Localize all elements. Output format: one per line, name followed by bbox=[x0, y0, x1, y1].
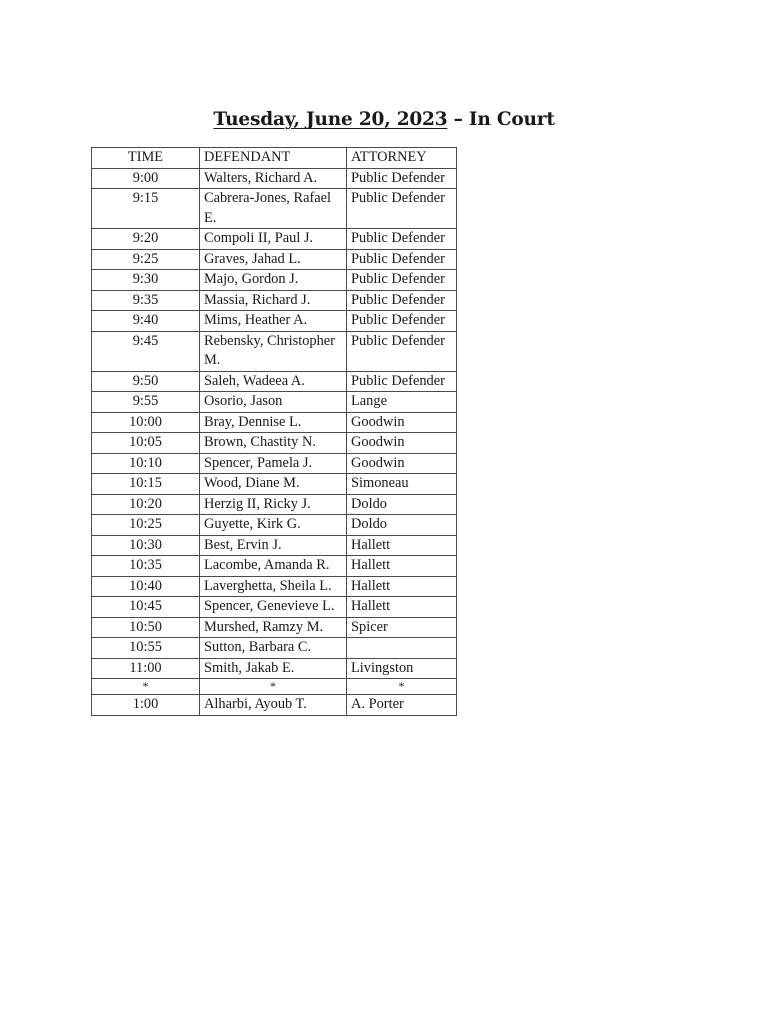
table-body bbox=[92, 168, 457, 715]
table-row bbox=[92, 311, 457, 332]
table-row bbox=[92, 433, 457, 454]
table-row bbox=[92, 249, 457, 270]
table-row bbox=[92, 392, 457, 413]
time-cell: 10:50 bbox=[92, 617, 200, 638]
defendant-cell: Guyette, Kirk G. bbox=[200, 515, 347, 536]
time-cell: 10:25 bbox=[92, 515, 200, 536]
defendant-cell: Mims, Heather A. bbox=[200, 311, 347, 332]
time-cell: 9:15 bbox=[92, 189, 200, 229]
time-cell: 9:25 bbox=[92, 249, 200, 270]
defendant-cell: Wood, Diane M. bbox=[200, 474, 347, 495]
attorney-cell: Public Defender bbox=[347, 290, 457, 311]
table-row bbox=[92, 412, 457, 433]
defendant-cell: Murshed, Ramzy M. bbox=[200, 617, 347, 638]
defendant-cell: Bray, Dennise L. bbox=[200, 412, 347, 433]
court-schedule-table bbox=[91, 147, 457, 716]
attorney-cell: Goodwin bbox=[347, 453, 457, 474]
time-cell: 10:15 bbox=[92, 474, 200, 495]
attorney-cell: Doldo bbox=[347, 494, 457, 515]
table-row bbox=[92, 290, 457, 311]
attorney-cell: Lange bbox=[347, 392, 457, 413]
defendant-cell: Smith, Jakab E. bbox=[200, 658, 347, 679]
page-title bbox=[0, 109, 768, 130]
table-row bbox=[92, 494, 457, 515]
table-row bbox=[92, 515, 457, 536]
attorney-cell: Hallett bbox=[347, 556, 457, 577]
attorney-cell: Public Defender bbox=[347, 168, 457, 189]
time-cell: 9:35 bbox=[92, 290, 200, 311]
defendant-cell: Best, Ervin J. bbox=[200, 535, 347, 556]
header-attorney: ATTORNEY bbox=[347, 148, 457, 169]
time-cell: 10:10 bbox=[92, 453, 200, 474]
attorney-cell: Public Defender bbox=[347, 270, 457, 291]
defendant-cell: Cabrera-Jones, Rafael E. bbox=[200, 189, 347, 229]
table-row bbox=[92, 695, 457, 716]
time-cell: 9:30 bbox=[92, 270, 200, 291]
table-row bbox=[92, 576, 457, 597]
time-cell: 9:40 bbox=[92, 311, 200, 332]
attorney-cell: Hallett bbox=[347, 597, 457, 618]
title-rest: – In Court bbox=[447, 109, 555, 131]
attorney-cell: Hallett bbox=[347, 535, 457, 556]
time-cell: 9:55 bbox=[92, 392, 200, 413]
defendant-cell: Herzig II, Ricky J. bbox=[200, 494, 347, 515]
defendant-cell: Brown, Chastity N. bbox=[200, 433, 347, 454]
defendant-cell: Spencer, Pamela J. bbox=[200, 453, 347, 474]
table-row bbox=[92, 658, 457, 679]
defendant-cell: Sutton, Barbara C. bbox=[200, 638, 347, 659]
time-cell: 9:00 bbox=[92, 168, 200, 189]
attorney-cell: Spicer bbox=[347, 617, 457, 638]
defendant-cell: Walters, Richard A. bbox=[200, 168, 347, 189]
time-cell: 10:00 bbox=[92, 412, 200, 433]
time-cell: 10:05 bbox=[92, 433, 200, 454]
time-cell: 9:20 bbox=[92, 229, 200, 250]
attorney-cell: Livingston bbox=[347, 658, 457, 679]
defendant-cell: Rebensky, Christopher M. bbox=[200, 331, 347, 371]
time-cell: 10:35 bbox=[92, 556, 200, 577]
table-row bbox=[92, 535, 457, 556]
time-cell: 10:20 bbox=[92, 494, 200, 515]
defendant-cell: Compoli II, Paul J. bbox=[200, 229, 347, 250]
attorney-cell: Public Defender bbox=[347, 249, 457, 270]
time-cell: 10:55 bbox=[92, 638, 200, 659]
time-cell: 10:40 bbox=[92, 576, 200, 597]
defendant-cell: Massia, Richard J. bbox=[200, 290, 347, 311]
attorney-cell: Public Defender bbox=[347, 189, 457, 229]
attorney-cell: Public Defender bbox=[347, 311, 457, 332]
title-date: Tuesday, June 20, 2023 bbox=[213, 109, 448, 131]
attorney-cell: A. Porter bbox=[347, 695, 457, 716]
table-row bbox=[92, 168, 457, 189]
table-row bbox=[92, 638, 457, 659]
attorney-cell: Public Defender bbox=[347, 331, 457, 371]
attorney-cell: Hallett bbox=[347, 576, 457, 597]
time-cell: 10:45 bbox=[92, 597, 200, 618]
attorney-cell: Goodwin bbox=[347, 412, 457, 433]
attorney-cell: Simoneau bbox=[347, 474, 457, 495]
table-row bbox=[92, 556, 457, 577]
header-time: TIME bbox=[92, 148, 200, 169]
defendant-cell: Lacombe, Amanda R. bbox=[200, 556, 347, 577]
table-row bbox=[92, 453, 457, 474]
time-cell: 11:00 bbox=[92, 658, 200, 679]
attorney-cell: Goodwin bbox=[347, 433, 457, 454]
defendant-cell: Alharbi, Ayoub T. bbox=[200, 695, 347, 716]
table-row bbox=[92, 679, 457, 695]
time-cell: 9:50 bbox=[92, 371, 200, 392]
attorney-cell: Doldo bbox=[347, 515, 457, 536]
table-row bbox=[92, 474, 457, 495]
defendant-cell: * bbox=[200, 679, 347, 695]
defendant-cell: Graves, Jahad L. bbox=[200, 249, 347, 270]
table-row bbox=[92, 270, 457, 291]
table-row bbox=[92, 189, 457, 229]
attorney-cell: Public Defender bbox=[347, 371, 457, 392]
defendant-cell: Laverghetta, Sheila L. bbox=[200, 576, 347, 597]
defendant-cell: Saleh, Wadeea A. bbox=[200, 371, 347, 392]
table-header-row bbox=[92, 148, 457, 169]
attorney-cell: Public Defender bbox=[347, 229, 457, 250]
table-row bbox=[92, 371, 457, 392]
time-cell: 10:30 bbox=[92, 535, 200, 556]
defendant-cell: Spencer, Genevieve L. bbox=[200, 597, 347, 618]
time-cell: * bbox=[92, 679, 200, 695]
table-row bbox=[92, 331, 457, 371]
defendant-cell: Osorio, Jason bbox=[200, 392, 347, 413]
header-defendant: DEFENDANT bbox=[200, 148, 347, 169]
table-row bbox=[92, 617, 457, 638]
time-cell: 1:00 bbox=[92, 695, 200, 716]
attorney-cell: * bbox=[347, 679, 457, 695]
attorney-cell bbox=[347, 638, 457, 659]
time-cell: 9:45 bbox=[92, 331, 200, 371]
table-row bbox=[92, 597, 457, 618]
table-row bbox=[92, 229, 457, 250]
defendant-cell: Majo, Gordon J. bbox=[200, 270, 347, 291]
